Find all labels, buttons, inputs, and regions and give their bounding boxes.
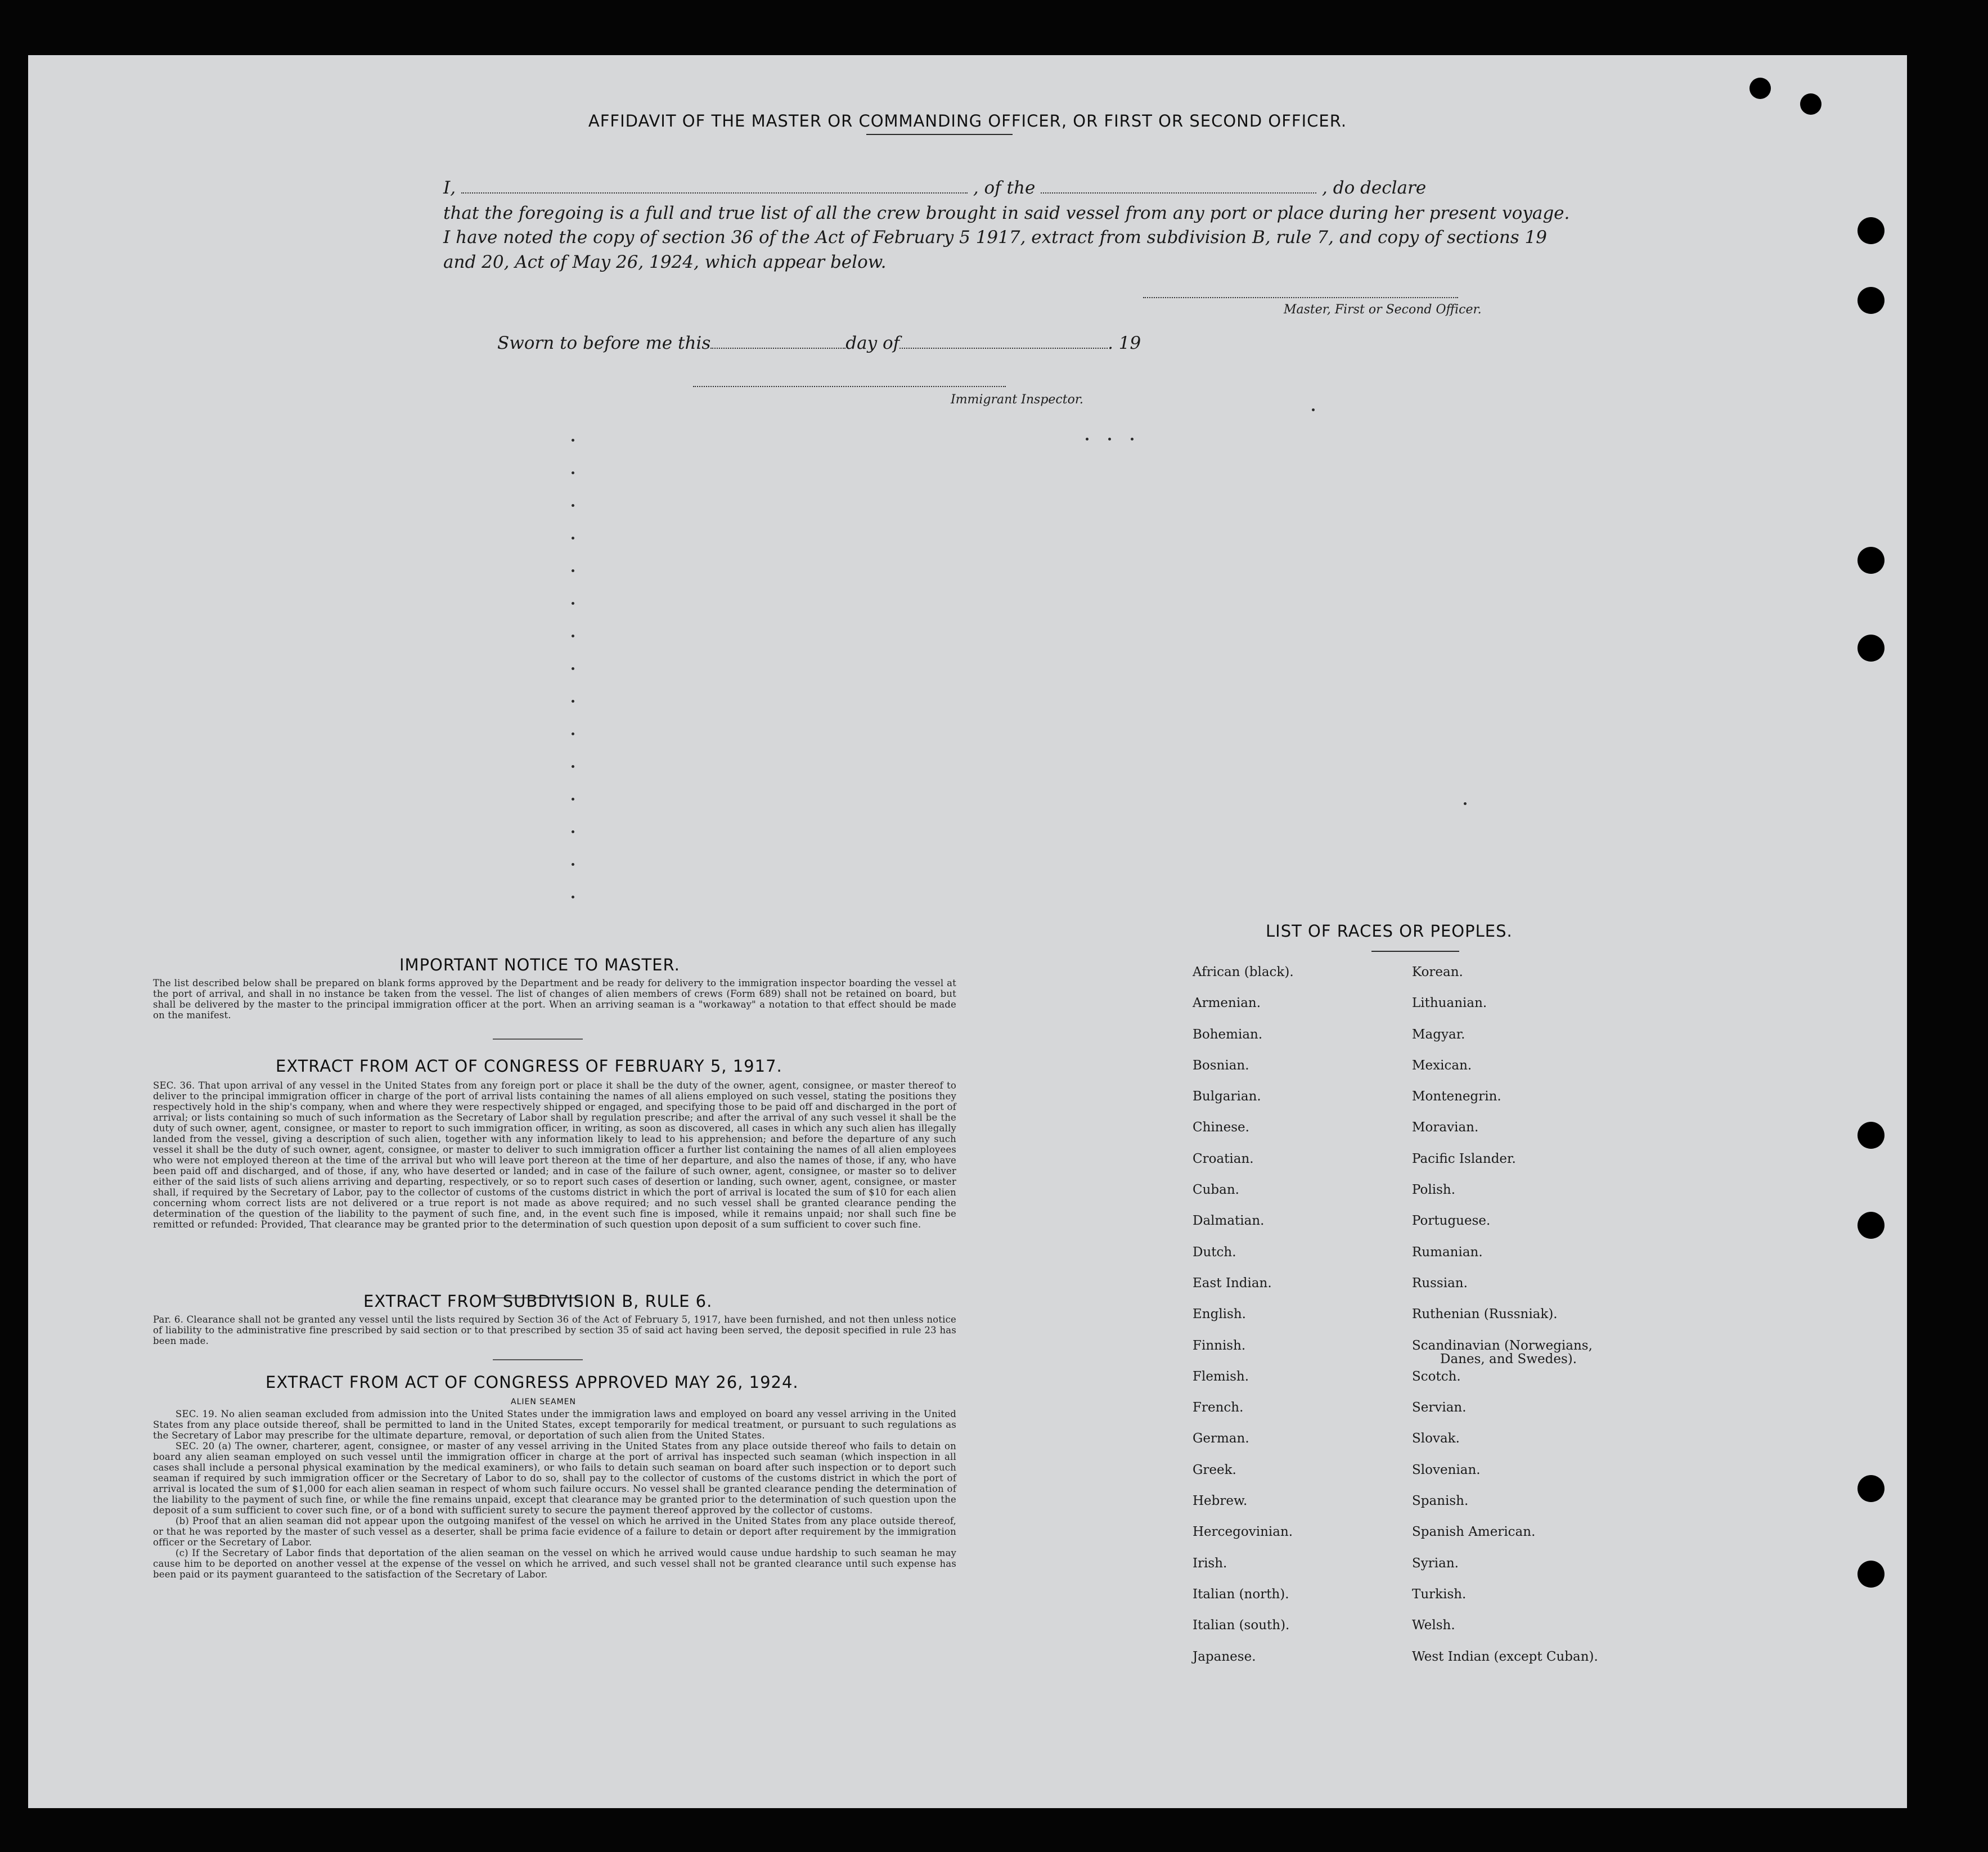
race-item: Hercegovinian. [1193,1525,1293,1540]
extract-1924-subtitle: ALIEN SEAMEN [511,1397,576,1406]
race-item: Hebrew. [1193,1494,1248,1509]
race-item: Dutch. [1193,1244,1236,1260]
sec-19: SEC. 19. No alien seaman excluded from admission into the United States under the immigration laws and employed on board any vessel arriving in the United States from any place outside thereof, shall be permitted to land in the United States, except temporarily for medical treatment, or pursuant to such regulations as the Secretary of Labor may prescribe for the ultimate departure, removal, or deportation of such alien from the United States. [153,1409,956,1441]
race-item: Montenegrin. [1412,1089,1501,1104]
race-item: Magyar. [1412,1027,1465,1042]
race-item: Scotch. [1412,1369,1461,1384]
race-item: Croatian. [1193,1151,1254,1166]
speck [572,439,574,442]
sworn-month-blank[interactable] [899,333,1108,349]
punch-hole [1857,217,1884,244]
sec-20a: SEC. 20 (a) The owner, charterer, agent, consignee, or master of any vessel arriving in the United States from any place outside thereof who fails to detain on board any alien seaman employed on such vessel until the immigration officer in charge at the port of arrival has inspected such seaman (which inspection in all cases shall include a personal physical examination by the medical examiners), or who fails to detain such seaman on board after such inspection or to deport such seaman if required by such immigration officer or the Secretary of Labor to do so, shall pay to the collector of customs of the customs district in which the port of arrival is located the sum of $1,000 for each alien seaman in respect of whom such failure occurs. No vessel shall be granted clearance pending the determination of the liability to the payment of such fine, or while the fine remains unpaid, except that clearance may be granted prior to the determination of such question upon the deposit of a sum sufficient to cover such fine, or of a bond with sufficient surety to secure the payment thereof approved by the collector of customs. [153,1441,956,1516]
speck [572,732,574,735]
punch-hole [1857,1122,1884,1149]
extract-rule6-title: EXTRACT FROM SUBDIVISION B, RULE 6. [363,1292,713,1311]
inspector-label: Immigrant Inspector. [951,393,1083,407]
punch-hole [1857,1475,1884,1502]
speck [572,635,574,637]
race-item: Russian. [1412,1275,1468,1291]
speck [1131,438,1134,440]
sworn-start: Sworn to before me this [497,333,711,353]
inspector-signature-line[interactable] [693,386,1006,387]
race-item: Cuban. [1193,1183,1239,1198]
punch-hole [1857,1561,1884,1588]
race-item: East Indian. [1193,1275,1272,1291]
race-item: Servian. [1412,1400,1467,1415]
races-title: LIST OF RACES OR PEOPLES. [1266,921,1513,941]
punch-hole [1857,635,1884,662]
race-item: Chinese. [1193,1120,1249,1135]
punch-hole [1857,547,1884,574]
race-item-scandinavian [1412,1338,1598,1369]
speck [572,602,574,605]
sworn-day-of: day of [845,333,900,353]
title-underline [866,134,1013,135]
speck [1108,438,1111,440]
race-item: African (black). [1193,965,1294,979]
master-signature-line[interactable] [1143,297,1458,298]
race-item: Dalmatian. [1193,1213,1265,1229]
extract-1924-title: EXTRACT FROM ACT OF CONGRESS APPROVED MAY 26, 1924. [266,1373,799,1392]
race-item: Korean. [1412,965,1463,979]
declaration-line-4: and 20, Act of May 26, 1924, which appear below. [443,252,887,272]
races-title-underline [1371,951,1459,952]
speck [1086,438,1089,440]
declaration-line-1 [443,178,1522,198]
sec-19-body [153,1409,956,1580]
race-item: Slovenian. [1412,1462,1481,1477]
separator [493,1039,583,1040]
punch-hole [1749,78,1771,99]
declaration-do-declare: , do declare [1322,178,1427,198]
race-item: Bohemian. [1193,1027,1263,1042]
race-item: Moravian. [1412,1120,1479,1135]
sworn-line [497,333,1141,353]
race-item: Polish. [1412,1183,1456,1198]
race-item: German. [1193,1431,1249,1446]
master-signature-label: Master, First or Second Officer. [1284,303,1482,317]
declaration-line-3: I have noted the copy of section 36 of the Act of February 5 1917, extract from subdivision B, rule 7, and copy of sections 19 [443,227,1548,248]
race-item: French. [1193,1400,1244,1415]
extract-1917-title: EXTRACT FROM ACT OF CONGRESS OF FEBRUARY 5, 1917. [276,1057,782,1076]
race-item: Irish. [1193,1556,1227,1571]
race-item: Armenian. [1193,996,1261,1011]
race-item: Pacific Islander. [1412,1151,1516,1166]
race-item: English. [1193,1307,1246,1322]
punch-hole [1857,1212,1884,1239]
race-item: Spanish. [1412,1494,1469,1509]
races-left-column [1193,965,1294,1680]
races-right-column [1412,965,1598,1680]
race-item: Mexican. [1412,1058,1472,1073]
speck [572,765,574,768]
name-blank[interactable] [461,178,968,194]
speck [572,798,574,801]
separator [493,1359,583,1360]
speck [572,896,574,898]
declaration-of-the: , of the [973,178,1036,198]
race-item: Ruthenian (Russniak). [1412,1307,1558,1322]
speck [572,537,574,540]
speck [1312,408,1315,411]
extract-rule6-body: Par. 6. Clearance shall not be granted any vessel until the lists required by Section 36 of the Act of February 5, 1917, have been furnished, and not then unless notice of liability to the administrative fine prescribed by said section or to that prescribed by section 35 of said act having been served, the deposit specified in rule 23 has been made. [153,1314,956,1346]
race-item: Portuguese. [1412,1213,1491,1229]
affidavit-title: AFFIDAVIT OF THE MASTER OR COMMANDING OFFICER, OR FIRST OR SECOND OFFICER. [588,111,1347,131]
race-item: Bosnian. [1193,1058,1249,1073]
race-item: Flemish. [1193,1369,1249,1384]
extract-1917-body: SEC. 36. That upon arrival of any vessel in the United States from any foreign port or place it shall be the duty of the owner, agent, consignee, or master thereof to deliver to the principal immigration officer in charge of the port of arrival lists containing the names of all aliens employed on such vessel, stating the positions they respectively hold in the ship's company, when and where they were respectively shipped or engaged, and specifying those to be paid off and discharged in the port of arrival; or lists containing so much of such information as the Secretary of Labor shall by regulation prescribe; and after the arrival of any such vessel it shall be the duty of such owner, agent, consignee, or master to report to such immigration officer, in writing, as soon as discovered, all cases in which any such alien has illegally landed from the vessel, giving a description of such alien, together with any information likely to lead to his apprehension; and before the departure of any such vessel it shall be the duty of such owner, agent, consignee, or master to deliver to such immigration officer a further list containing the names of all alien employees who were not employed thereon at the time of the arrival but who will leave port thereon at the time of her departure, and also the names of those, if any, who have been paid off and discharged, and of those, if any, who have deserted or landed; and in case of the failure of such owner, agent, consignee, or master so to deliver either of the said lists of such aliens arriving and departing, respectively, or so to report such cases of desertion or landing, such owner, agent, consignee, or master shall, if required by the Secretary of Labor, pay to the collector of customs of the customs district in which the port of arrival is located the sum of $10 for each alien concerning whom correct lists are not delivered or a true report is not made as above required; and no such vessel shall be granted clearance pending the determination of the question of the liability to the payment of such fine, and, in the event such fine is imposed, while it remains unpaid; nor shall such fine be remitted or refunded: Provided, That clearance may be granted prior to the determination of such question upon deposit of a sum sufficient to cover such fine. [153,1080,956,1230]
race-item: Lithuanian. [1412,996,1487,1011]
notice-title: IMPORTANT NOTICE TO MASTER. [399,955,680,974]
race-item: Scandinavian (Norwegians, [1412,1338,1593,1353]
speck [572,863,574,866]
vessel-blank[interactable] [1041,178,1316,194]
race-item: Syrian. [1412,1556,1459,1571]
sec-20c: (c) If the Secretary of Labor finds that deportation of the alien seaman on the vessel on which he arrived would cause undue hardship to such seaman he may cause him to be deported on another vessel at the expense of the vessel on which he arrived, and such vessel shall not be granted clearance until such expense has been paid or its payment guaranteed to the satisfaction of the Secretary of Labor. [153,1548,956,1580]
race-item: Japanese. [1193,1649,1256,1664]
race-item: West Indian (except Cuban). [1412,1649,1598,1664]
race-item: Italian (south). [1193,1618,1290,1633]
race-item: Slovak. [1412,1431,1460,1446]
race-item: Turkish. [1412,1586,1467,1602]
speck [572,569,574,572]
punch-hole [1857,287,1884,314]
race-item: Welsh. [1412,1618,1455,1633]
speck [572,830,574,833]
race-item: Finnish. [1193,1338,1246,1353]
race-item: Rumanian. [1412,1244,1483,1260]
speck [572,700,574,703]
speck [572,504,574,507]
document-sheet [28,55,1907,1808]
speck [572,471,574,474]
race-item: Italian (north). [1193,1586,1289,1602]
declaration-line-2: that the foregoing is a full and true list of all the crew brought in said vessel from any port or place during her present voyage. [443,203,1570,223]
speck [1464,802,1467,805]
sworn-day-blank[interactable] [710,333,845,349]
race-item: Greek. [1193,1462,1236,1477]
race-item: Bulgarian. [1193,1089,1261,1104]
race-item: Spanish American. [1412,1525,1536,1540]
declaration-i: I, [443,178,456,198]
sec-20b: (b) Proof that an alien seaman did not appear upon the outgoing manifest of the vessel on which he arrived in the United States from any place outside thereof, or that he was reported by the master of such vessel as a deserter, shall be prima facie evidence of a failure to detain or deport after requirement by the immigration officer or the Secretary of Labor. [153,1516,956,1548]
sworn-year: . 19 [1108,333,1141,353]
notice-body: The list described below shall be prepared on blank forms approved by the Department and be ready for delivery to the immigration inspector boarding the vessel at the port of arrival, and shall in no instance be taken from the vessel. The list of changes of alien members of crews (Form 689) shall not be retained on board, but shall be delivered by the master to the principal immigration officer at the port. When an arriving seaman is a "workaway" a notation to that effect should be made on the manifest. [153,978,956,1021]
race-item-continued: Danes, and Swedes). [1440,1351,1577,1366]
speck [572,667,574,670]
